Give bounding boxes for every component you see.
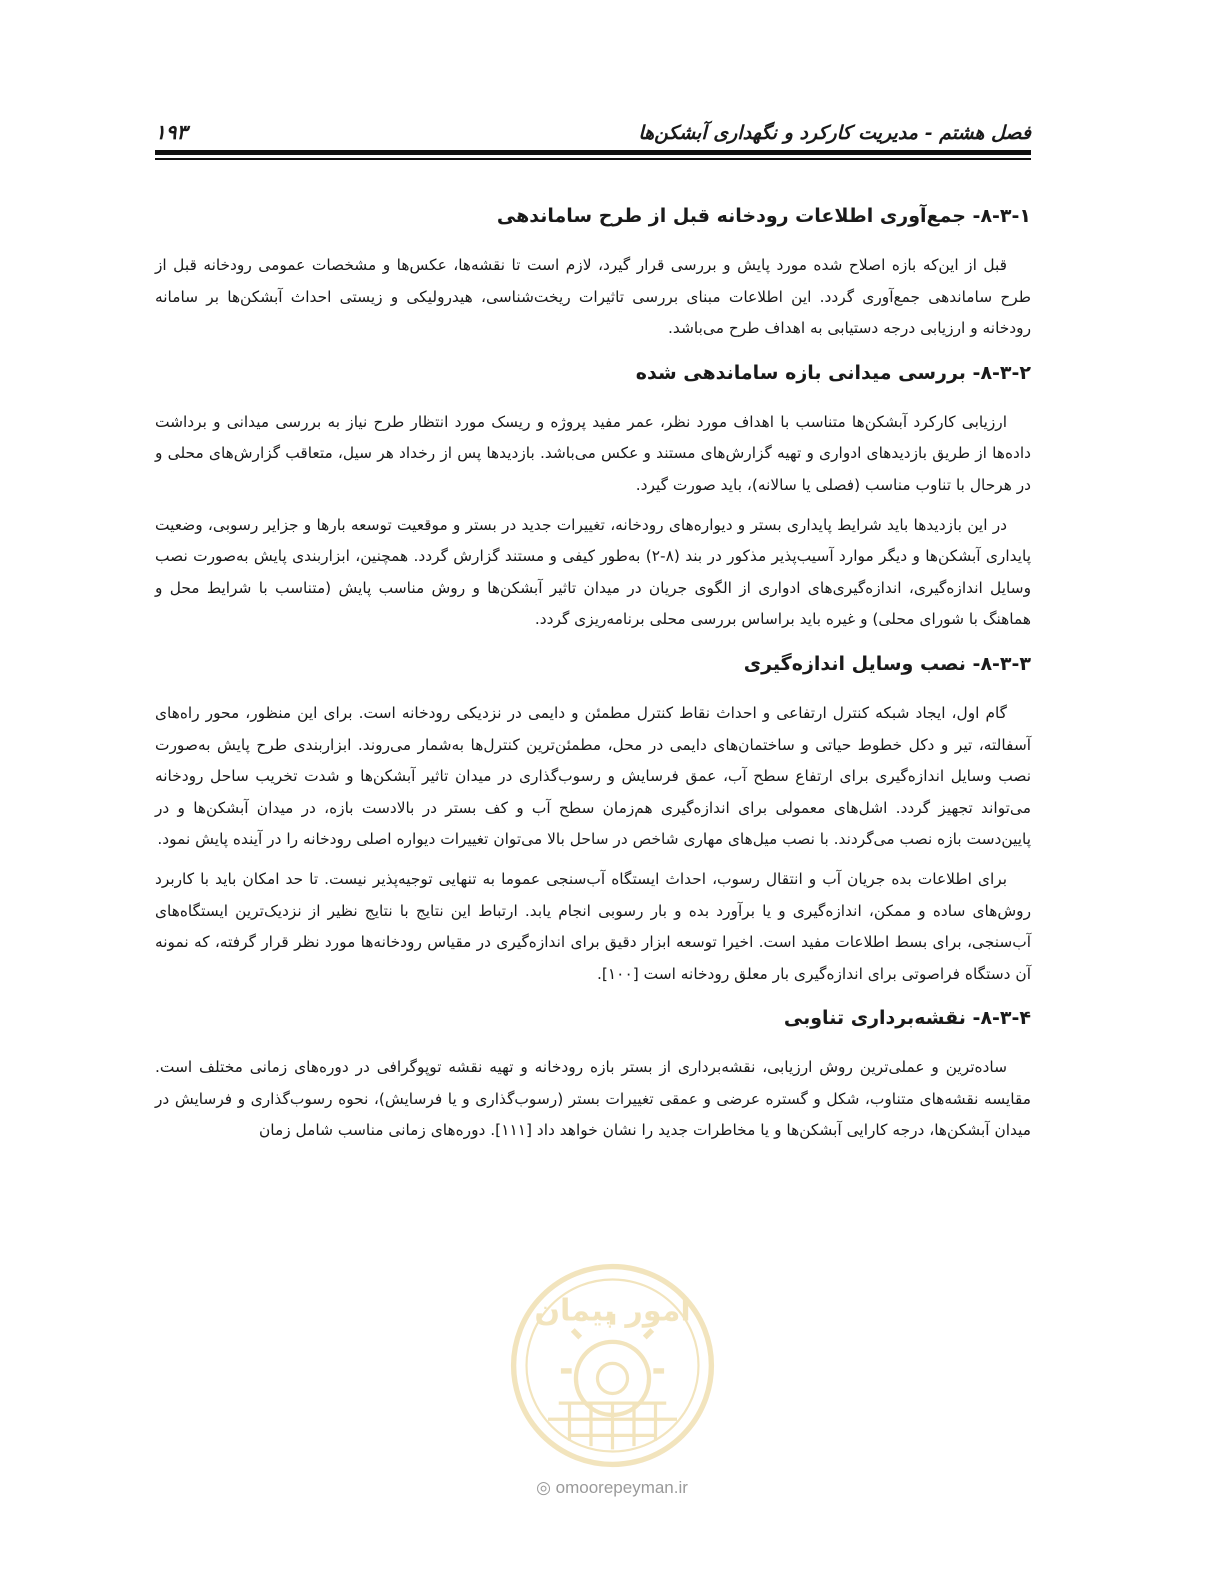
section-title: - جمع‌آوری اطلاعات رودخانه قبل از طرح ساماندهی xyxy=(496,205,981,227)
section-number: ۸-۳-۴ xyxy=(980,1007,1031,1030)
section-title: - بررسی میدانی بازه ساماندهی شده xyxy=(635,361,981,384)
section-heading xyxy=(155,353,1031,393)
section-8-3-2 xyxy=(155,353,1031,636)
page-content xyxy=(155,196,1031,1155)
body-paragraph: در این بازدیدها باید شرایط پایداری بستر و دیواره‌های رودخانه، تغییرات جدید در بستر و موقعیت توسعه بارها و جزایر رسوبی، وضعیت پایداری آبشکن‌ها و دیگر موارد آسیب‌پذیر مذکور در بند (۸-۲) به‌طور کیفی و مستند گزارش گردد. همچنین، ابزاربندی پایش به‌صورت نصب وسایل اندازه‌گیری، اندازه‌گیری‌های ادواری از الگوی جریان در میدان تاثیر آبشکن‌ها و روش مناسب پایش (متناسب با شرایط محل و هماهنگ با شورای محلی) و غیره باید براساس بررسی محلی برنامه‌ریزی گردد. xyxy=(155,515,1031,629)
body-paragraph: گام اول، ایجاد شبکه کنترل ارتفاعی و احداث نقاط کنترل مطمئن و دایمی در نزدیکی رودخانه است. برای این منظور، محور راه‌های آسفالته، تیر و دکل خطوط حیاتی و ساختمان‌های دایمی در محل، مطمئن‌ترین کنترل‌ها به‌شمار می‌روند. ابزاربندی طرح پایش به‌صورت نصب وسایل اندازه‌گیری برای ارتفاع سطح آب، عمق فرسایش و رسوب‌گذاری در میدان تاثیر آبشکن‌ها و شدت تخریب ساحل رودخانه می‌تواند تجهیز گردد. اشل‌های معمولی برای اندازه‌گیری هم‌زمان سطح آب و کف بستر در بالادست بازه، در میدان آبشکن‌ها و در پایین‌دست بازه نصب می‌گردند. با نصب میل‌های مهاری شاخص در ساحل بالا می‌توان تغییرات دیواره اصلی رودخانه را در آینده پایش نمود. xyxy=(155,703,1031,849)
running-header xyxy=(155,112,1031,144)
watermark-seal-text: امور پیمان xyxy=(534,1293,691,1329)
body-paragraph: قبل از این‌که بازه اصلاح شده مورد پایش و بررسی قرار گیرد، لازم است تا نقشه‌ها، عکس‌ها و مشخصات عمومی رودخانه قبل از طرح ساماندهی جمع‌آوری گردد. این اطلاعات مبنای بررسی تاثیرات ریخت‌شناسی، هیدرولیکی و زیستی احداث آبشکن‌ها بر سامانه رودخانه و ارزیابی درجه دستیابی به اهداف طرح می‌باشد. xyxy=(155,256,1031,338)
section-heading xyxy=(155,196,1031,236)
header-rule-thick xyxy=(155,150,1031,155)
body-paragraph: ساده‌ترین و عملی‌ترین روش ارزیابی، نقشه‌برداری از بستر بازه رودخانه و تهیه نقشه توپوگرافی در دوره‌های زمانی مختلف است. مقایسه نقشه‌های متناوب، شکل و گستره عرضی و عمقی تغییرات بستر (رسوب‌گذاری و یا فرسایش)، نحوه رسوب‌گذاری و فرسایش در میدان آبشکن‌ها، درجه کارایی آبشکن‌ها و یا مخاطرات جدید را نشان خواهد داد [۱۱۱]. دوره‌های زمانی مناسب شامل زمان xyxy=(155,1058,1031,1140)
body-paragraph: برای اطلاعات بده جریان آب و انتقال رسوب، احداث ایستگاه آب‌سنجی عموما به تنهایی توجیه‌پذیر نیست. تا حد امکان باید با کاربرد روش‌های ساده و ممکن، اندازه‌گیری و یا برآورد بده و بار رسوبی انجام یابد. ارتباط این نتایج با نتایج نظیر از نزدیک‌ترین ایستگاه‌های آب‌سنجی، برای بسط اطلاعات مفید است. اخیرا توسعه ابزار دقیق برای اندازه‌گیری در مقیاس رودخانه‌ها مورد نظر قرار گرفته، که نمونه آن دستگاه فراصوتی برای اندازه‌گیری بار معلق رودخانه است [۱۰۰]. xyxy=(155,869,1031,983)
section-title: - نقشه‌برداری تناوبی xyxy=(783,1007,981,1030)
section-8-3-3 xyxy=(155,644,1031,990)
section-number: ۸-۳-۱ xyxy=(980,205,1031,227)
section-number: ۸-۳-۲ xyxy=(980,361,1031,384)
header-rule-thin xyxy=(155,158,1031,160)
section-number: ۸-۳-۳ xyxy=(980,652,1031,675)
section-heading xyxy=(155,998,1031,1038)
section-8-3-4 xyxy=(155,998,1031,1147)
watermark-url: ◎ omoorepeyman.ir xyxy=(536,1478,688,1497)
watermark-url-text: omoorepeyman.ir xyxy=(555,1478,688,1497)
body-paragraph: ارزیابی کارکرد آبشکن‌ها متناسب با اهداف مورد نظر، عمر مفید پروژه و ریسک مورد انتظار طرح نیاز به بررسی میدانی و برداشت داده‌ها از طریق بازدیدهای ادواری و تهیه گزارش‌های مستند و عکس می‌باشد. بازدیدها پس از رخداد هر سیل، متعاقب گزارش‌های محلی و در هرحال با تناوب مناسب (فصلی یا سالانه)، باید صورت گیرد. xyxy=(155,412,1031,494)
document-page xyxy=(155,0,1031,1584)
section-title: - نصب وسایل اندازه‌گیری xyxy=(743,652,981,675)
section-8-3-1 xyxy=(155,196,1031,345)
chapter-title: فصل هشتم - مدیریت کارکرد و نگهداری آبشکن‌ها xyxy=(638,122,1031,144)
section-heading xyxy=(155,644,1031,684)
page-number: ۱۹۳ xyxy=(155,120,188,144)
